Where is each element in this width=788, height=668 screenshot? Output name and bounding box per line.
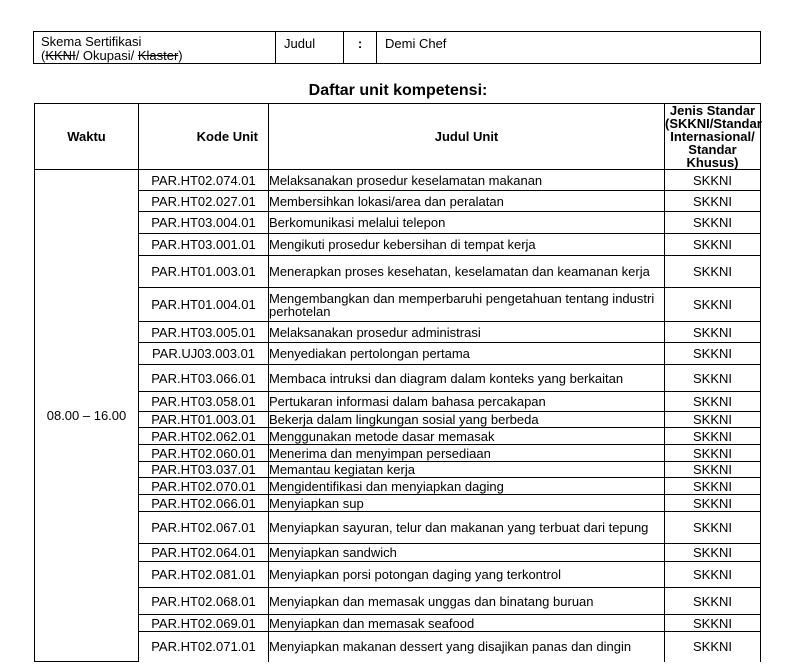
kode-cell: PAR.HT02.027.01 bbox=[139, 191, 269, 212]
table-row bbox=[35, 544, 761, 562]
table-row bbox=[35, 615, 761, 632]
kode-cell: PAR.HT03.058.01 bbox=[139, 392, 269, 412]
jenis-cell: SKKNI bbox=[665, 615, 761, 632]
table-row bbox=[35, 562, 761, 588]
table-row bbox=[35, 191, 761, 212]
table-row bbox=[35, 428, 761, 445]
kode-cell: PAR.HT02.067.01 bbox=[139, 512, 269, 544]
judul-value: Demi Chef bbox=[385, 36, 447, 51]
judul-cell: Menyiapkan sup bbox=[269, 495, 665, 512]
header-table bbox=[33, 31, 761, 64]
jenis-cell: SKKNI bbox=[665, 288, 761, 322]
jenis-cell: SKKNI bbox=[665, 562, 761, 588]
table-row bbox=[35, 170, 761, 191]
col-header-jenis: Jenis Standar (SKKNI/Standar Internasional/ Standar Khusus) bbox=[665, 103, 762, 170]
jenis-cell: SKKNI bbox=[665, 462, 761, 478]
jenis-cell: SKKNI bbox=[665, 256, 761, 288]
col-header-waktu: Waktu bbox=[35, 104, 139, 170]
jenis-cell: SKKNI bbox=[665, 495, 761, 512]
kode-cell: PAR.HT02.066.01 bbox=[139, 495, 269, 512]
kode-cell: PAR.HT01.003.01 bbox=[139, 412, 269, 428]
judul-cell: Menyiapkan sandwich bbox=[269, 544, 665, 562]
kode-cell: PAR.UJ03.003.01 bbox=[139, 343, 269, 365]
judul-cell: Menyiapkan dan memasak seafood bbox=[269, 615, 665, 632]
table-row bbox=[35, 365, 761, 392]
table-row bbox=[35, 212, 761, 234]
kode-cell: PAR.HT01.003.01 bbox=[139, 256, 269, 288]
judul-cell: Mengembangkan dan memperbaruhi pengetahuan tentang industri perhotelan bbox=[269, 288, 665, 322]
kode-cell: PAR.HT03.037.01 bbox=[139, 462, 269, 478]
skema-kkni: KKNI bbox=[45, 48, 76, 63]
table-row bbox=[35, 343, 761, 365]
kode-cell: PAR.HT03.001.01 bbox=[139, 234, 269, 256]
skema-options bbox=[41, 49, 275, 63]
judul-cell: Menyiapkan makanan dessert yang disajikan panas dan dingin bbox=[269, 632, 665, 662]
units-table bbox=[34, 103, 761, 662]
judul-cell: Menggunakan metode dasar memasak bbox=[269, 428, 665, 445]
kode-cell: PAR.HT02.062.01 bbox=[139, 428, 269, 445]
kode-cell: PAR.HT02.070.01 bbox=[139, 478, 269, 495]
skema-label: Skema Sertifikasi bbox=[41, 34, 142, 49]
judul-cell: Menyediakan pertolongan pertama bbox=[269, 343, 665, 365]
skema-okupasi: / Okupasi/ bbox=[75, 48, 138, 63]
judul-cell: Menyiapkan dan memasak unggas dan binatang buruan bbox=[269, 588, 665, 615]
judul-cell: Menerima dan menyimpan persediaan bbox=[269, 445, 665, 462]
table-row bbox=[35, 288, 761, 322]
skema-klaster: Klaster bbox=[137, 48, 179, 63]
section-title: Daftar unit kompetensi: bbox=[308, 82, 488, 99]
jenis-cell: SKKNI bbox=[665, 412, 761, 428]
table-row bbox=[35, 412, 761, 428]
kode-cell: PAR.HT03.004.01 bbox=[139, 212, 269, 234]
jenis-cell: SKKNI bbox=[665, 478, 761, 495]
jenis-cell: SKKNI bbox=[665, 512, 761, 544]
table-row bbox=[35, 495, 761, 512]
judul-cell: Menerapkan proses kesehatan, keselamatan dan keamanan kerja bbox=[269, 256, 665, 288]
kode-cell: PAR.HT01.004.01 bbox=[139, 288, 269, 322]
skema-open-paren: ( bbox=[41, 48, 46, 63]
table-body bbox=[35, 170, 761, 662]
table-row bbox=[35, 392, 761, 412]
jenis-cell: SKKNI bbox=[665, 322, 761, 343]
jenis-cell: SKKNI bbox=[665, 365, 761, 392]
kode-cell: PAR.HT02.060.01 bbox=[139, 445, 269, 462]
jenis-cell: SKKNI bbox=[665, 544, 761, 562]
judul-cell: Mengidentifikasi dan menyiapkan daging bbox=[269, 478, 665, 495]
jenis-cell: SKKNI bbox=[665, 632, 761, 662]
jenis-cell: SKKNI bbox=[665, 588, 761, 615]
kode-cell: PAR.HT02.068.01 bbox=[139, 588, 269, 615]
judul-cell: Menyiapkan sayuran, telur dan makanan yang terbuat dari tepung bbox=[269, 512, 665, 544]
jenis-cell: SKKNI bbox=[665, 445, 761, 462]
col-header-judul: Judul Unit bbox=[269, 104, 665, 170]
jenis-cell: SKKNI bbox=[665, 212, 761, 234]
judul-cell: Bekerja dalam lingkungan sosial yang berbeda bbox=[269, 412, 665, 428]
judul-cell: Menyiapkan porsi potongan daging yang terkontrol bbox=[269, 562, 665, 588]
waktu-cell: 08.00 – 16.00 bbox=[35, 170, 139, 662]
judul-cell: Mengikuti prosedur kebersihan di tempat kerja bbox=[269, 234, 665, 256]
judul-cell: Memantau kegiatan kerja bbox=[269, 462, 665, 478]
judul-cell: Membaca intruksi dan diagram dalam konteks yang berkaitan bbox=[269, 365, 665, 392]
jenis-cell: SKKNI bbox=[665, 170, 761, 191]
judul-cell: Membersihkan lokasi/area dan peralatan bbox=[269, 191, 665, 212]
kode-cell: PAR.HT02.081.01 bbox=[139, 562, 269, 588]
kode-cell: PAR.HT03.066.01 bbox=[139, 365, 269, 392]
judul-cell: Pertukaran informasi dalam bahasa percakapan bbox=[269, 392, 665, 412]
judul-cell: Melaksanakan prosedur administrasi bbox=[269, 322, 665, 343]
table-row bbox=[35, 588, 761, 615]
table-row bbox=[35, 322, 761, 343]
judul-colon: : bbox=[344, 32, 377, 63]
table-row bbox=[35, 234, 761, 256]
skema-close-paren: ) bbox=[178, 48, 183, 63]
jenis-cell: SKKNI bbox=[665, 343, 761, 365]
kode-cell: PAR.HT02.074.01 bbox=[139, 170, 269, 191]
col-header-kode: Kode Unit bbox=[139, 104, 269, 170]
jenis-cell: SKKNI bbox=[665, 392, 761, 412]
table-row bbox=[35, 445, 761, 462]
jenis-cell: SKKNI bbox=[665, 428, 761, 445]
jenis-cell: SKKNI bbox=[665, 234, 761, 256]
table-row bbox=[35, 512, 761, 544]
jenis-cell: SKKNI bbox=[665, 191, 761, 212]
table-header-row bbox=[35, 104, 761, 170]
judul-cell: Berkomunikasi melalui telepon bbox=[269, 212, 665, 234]
table-row bbox=[35, 632, 761, 662]
judul-label: Judul bbox=[276, 32, 344, 63]
skema-cell bbox=[34, 32, 276, 63]
judul-cell: Melaksanakan prosedur keselamatan makanan bbox=[269, 170, 665, 191]
kode-cell: PAR.HT03.005.01 bbox=[139, 322, 269, 343]
table-row bbox=[35, 478, 761, 495]
kode-cell: PAR.HT02.069.01 bbox=[139, 615, 269, 632]
table-row bbox=[35, 256, 761, 288]
kode-cell: PAR.HT02.064.01 bbox=[139, 544, 269, 562]
table-row bbox=[35, 462, 761, 478]
kode-cell: PAR.HT02.071.01 bbox=[139, 632, 269, 662]
